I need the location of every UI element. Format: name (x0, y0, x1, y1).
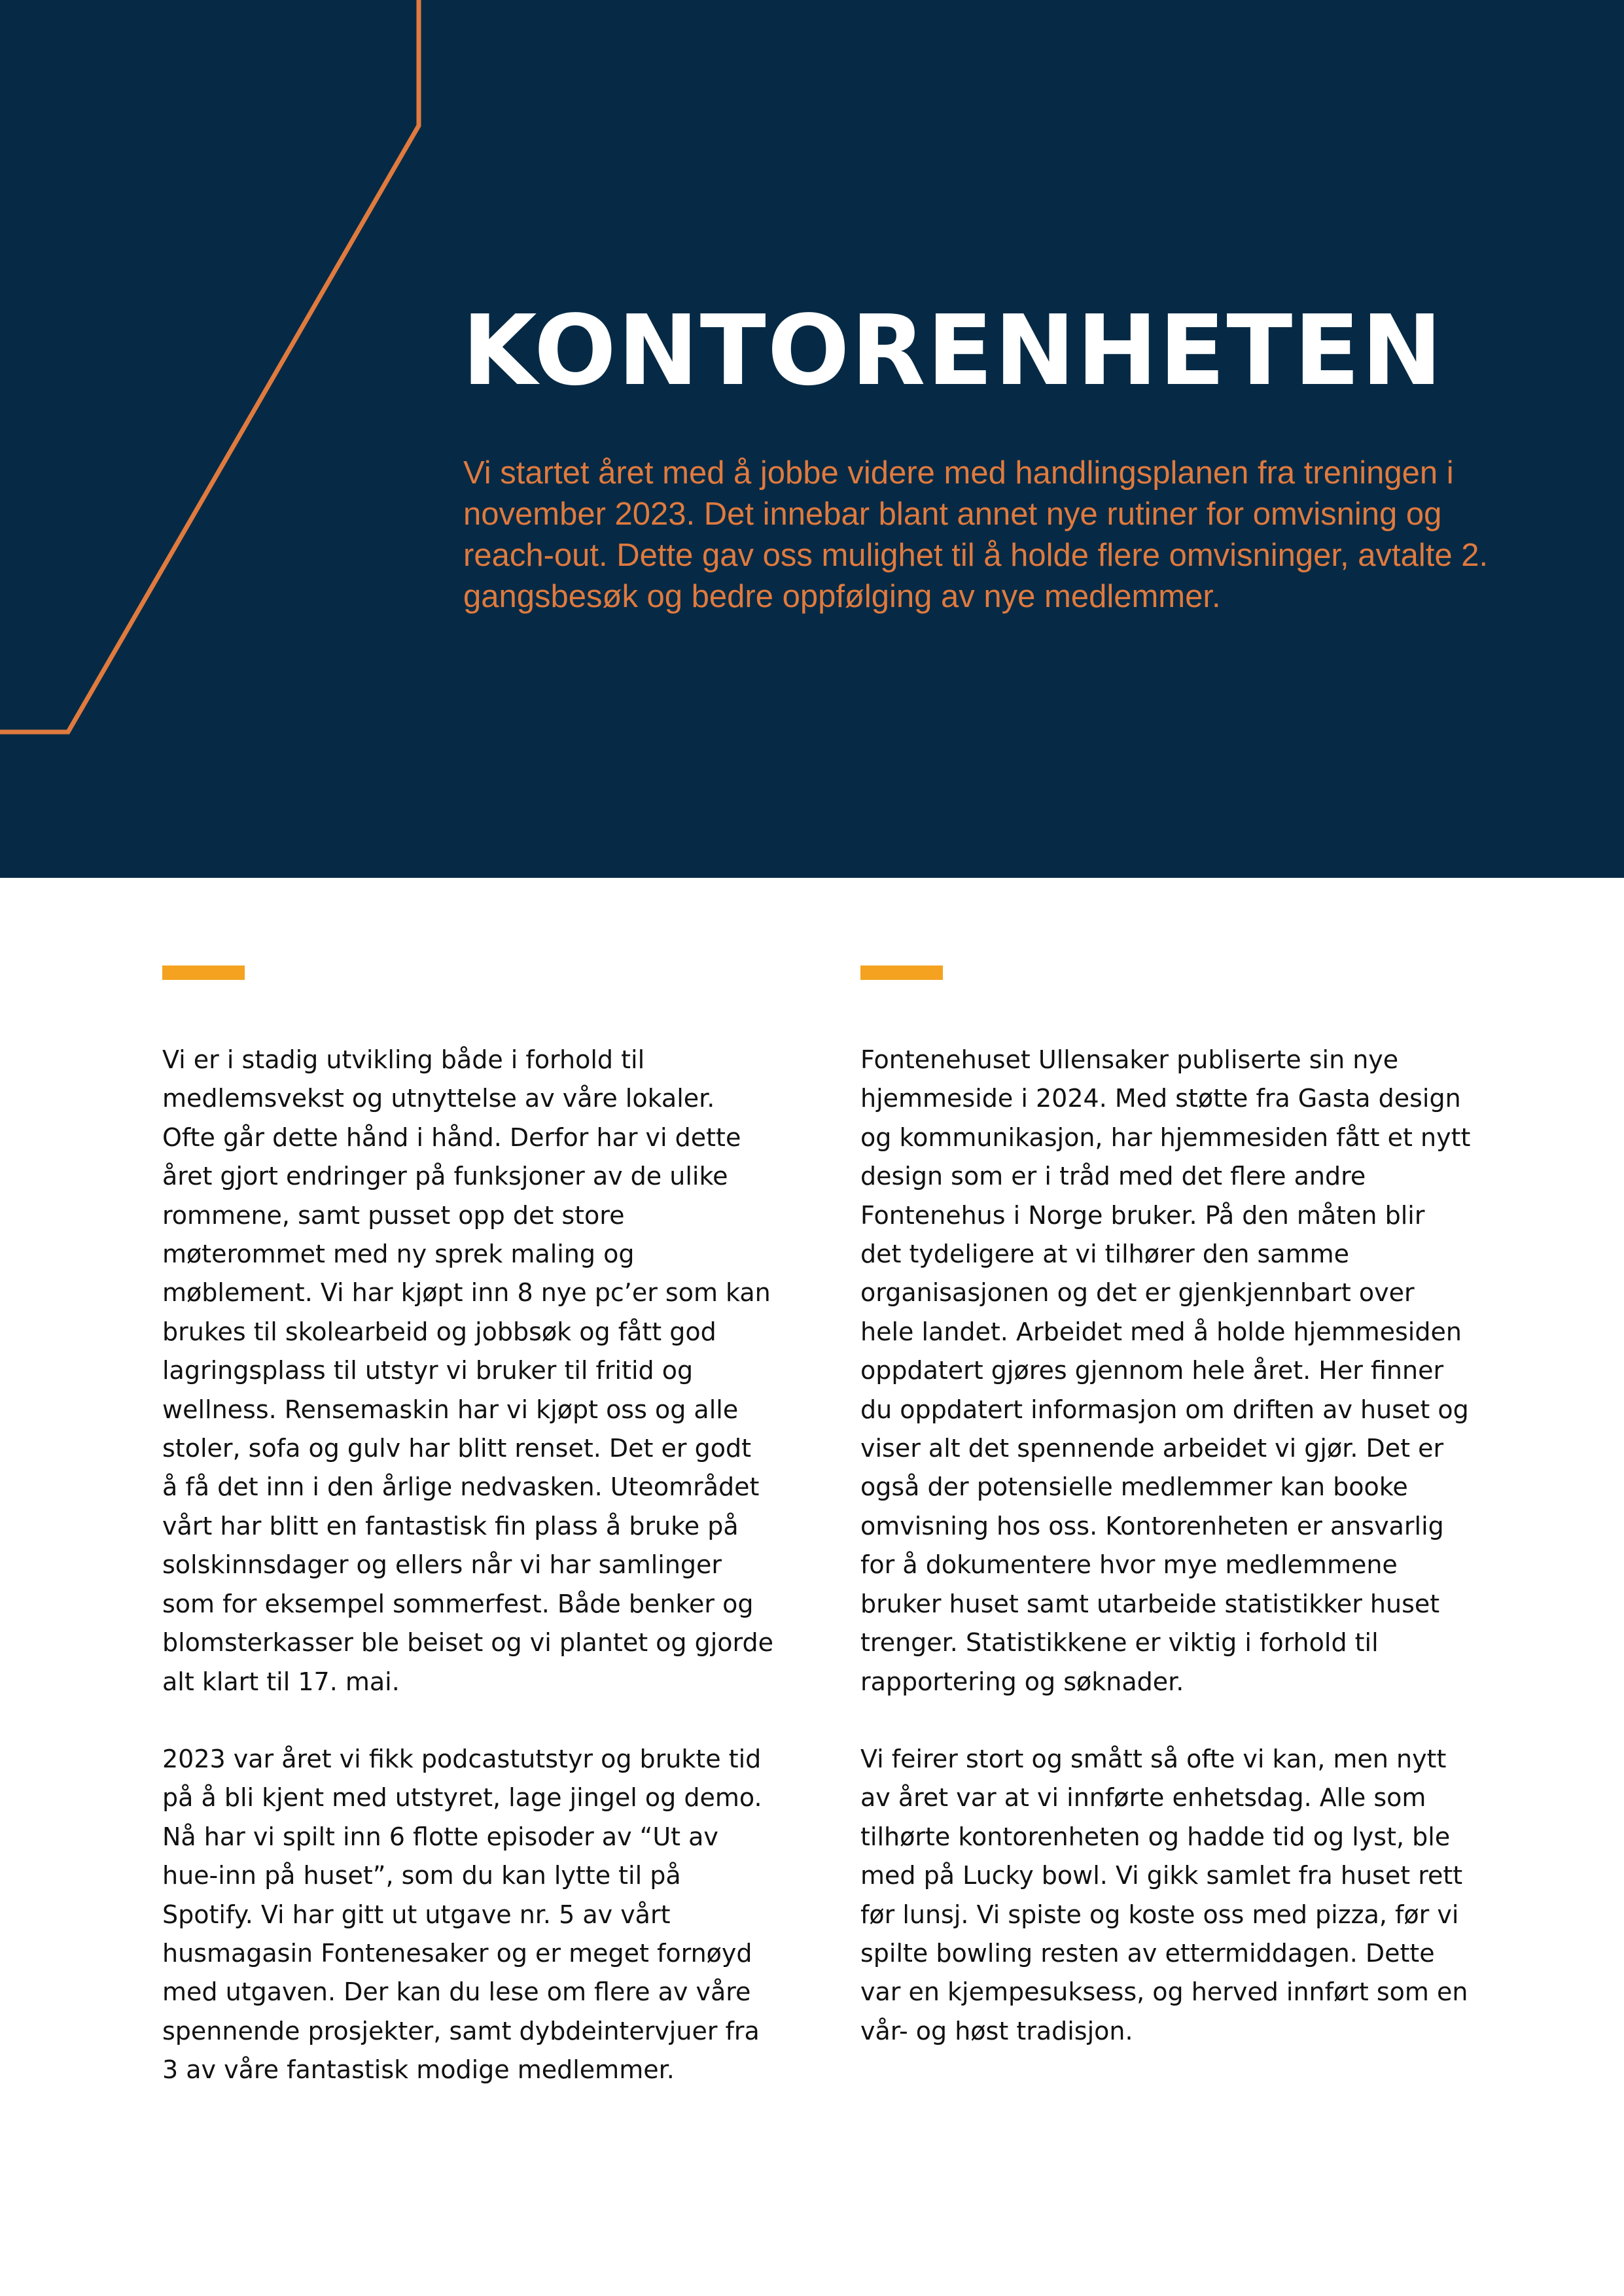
left-paragraph-1: Vi er i stadig utvikling både i forhold til medlemsvekst og utnyttelse av våre lokaler. Ofte går dette hånd i hånd. Derfor har vi dette året gjort endringer på funksjoner av de ulike rommene, samt pusset opp det store møterommet med ny sprek maling og møblement. Vi har kjøpt inn 8 nye pc’er som kan brukes til skolearbeid og jobbsøk og fått god lagringsplass til utstyr vi bruker til fritid og wellness. Rensemaskin har vi kjøpt oss og alle stoler, sofa og gulv har blitt renset. Det er godt å få det inn i den årlige nedvasken. Uteområdet vårt har blitt en fantastisk fin plass å bruke på solskinnsdager og ellers når vi har samlinger som for eksempel sommerfest. Både benker og blomsterkasser ble beiset og vi plantet og gjorde alt klart til 17. mai. (162, 1045, 774, 1696)
right-accent-bar (860, 965, 943, 980)
intro-text: Vi startet året med å jobbe videre med handlingsplanen fra treningen i november 2023. Det innebar blant annet nye rutiner for omvisning og reach-out. Dette gav oss mulighet til å holde flere omvisninger, avtalte 2. gangsbesøk og bedre oppfølging av nye medlemmer. (463, 455, 1489, 614)
left-paragraph-2: 2023 var året vi fikk podcastutstyr og brukte tid på å bli kjent med utstyret, lage jingel og demo. Nå har vi spilt inn 6 flotte episoder av “Ut av hue-inn på huset”, som du kan lytte til på Spotify. Vi har gitt ut utgave nr. 5 av vårt husmagasin Fontenesaker og er meget fornøyd med utgaven. Der kan du lese om flere av våre spennende prosjekter, samt dybdeintervjuer fra 3 av våre fantastisk modige medlemmer. (162, 1744, 762, 2085)
right-paragraph-1: Fontenehuset Ullensaker publiserte sin nye hjemmeside i 2024. Med støtte fra Gasta design og kommunikasjon, har hjemmesiden fått et nytt design som er i tråd med det flere andre Fontenehus i Norge bruker. På den måten blir det tydeligere at vi tilhører den samme organisasjonen og det er gjenkjennbart over hele landet. Arbeidet med å holde hjemmesiden oppdatert gjøres gjennom hele året. Her finner du oppdatert informasjon om driften av huset og viser alt det spennende arbeidet vi gjør. Det er også der potensielle medlemmer kan booke omvisning hos oss. Kontorenheten er ansvarlig for å dokumentere hvor mye medlemmene bruker huset samt utarbeide statistikker huset trenger. Statistikkene er viktig i forhold til rapportering og søknader. (860, 1045, 1471, 1696)
decorative-orange-line (0, 0, 432, 739)
header-banner (0, 0, 1624, 878)
page-title: KONTORENHETEN (462, 294, 1444, 407)
right-paragraph-2: Vi feirer stort og smått så ofte vi kan, men nytt av året var at vi innførte enhetsdag. Alle som tilhørte kontorenheten og hadde tid og lyst, ble med på Lucky bowl. Vi gikk samlet fra huset rett før lunsj. Vi spiste og koste oss med pizza, før vi spilte bowling resten av ettermiddagen. Dette var en kjempesuksess, og herved innført som en vår- og høst tradisjon. (860, 1744, 1468, 2045)
right-column (860, 1041, 1472, 2089)
left-column (162, 1041, 774, 2129)
left-accent-bar (162, 965, 245, 980)
